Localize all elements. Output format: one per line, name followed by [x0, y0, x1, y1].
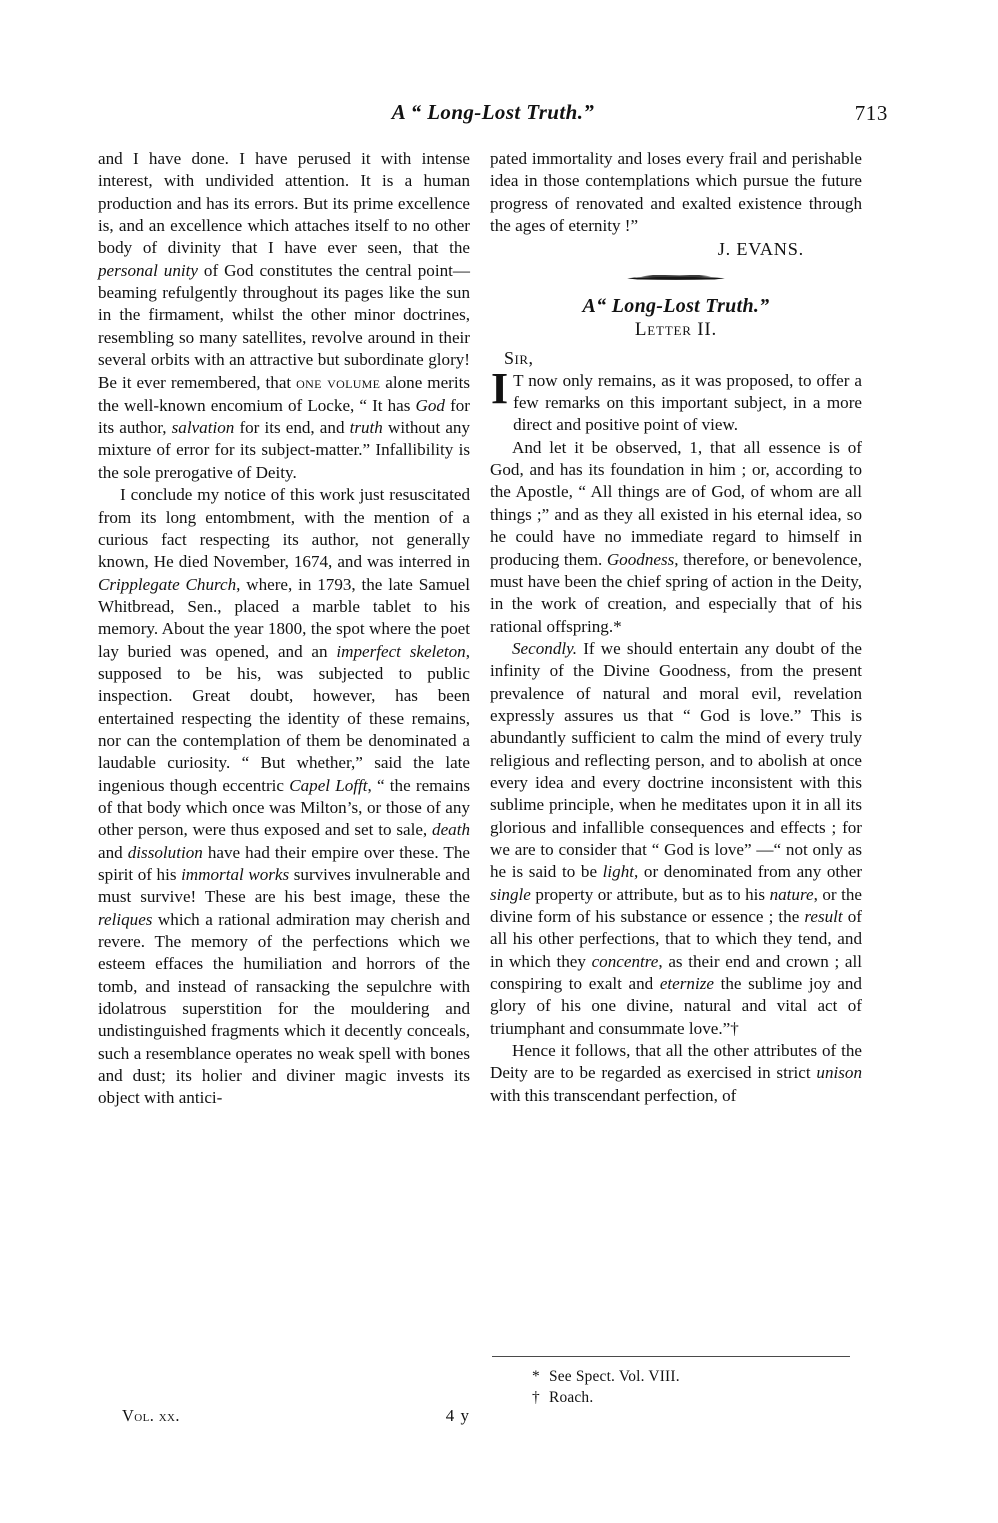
running-head-title: A “ Long-Lost Truth.” — [391, 100, 595, 124]
footnote-list — [490, 1366, 862, 1408]
article-body — [490, 370, 862, 1107]
footnote-text: Roach. — [549, 1389, 594, 1407]
footnote-marker: * — [532, 1368, 540, 1386]
paragraph — [490, 638, 862, 1040]
paragraph — [98, 484, 470, 1110]
footnote-text: See Spect. Vol. VIII. — [549, 1368, 680, 1386]
volume-mark: Vol. xx. — [122, 1406, 180, 1425]
drop-cap: I — [491, 369, 509, 413]
page-number: 713 — [854, 101, 888, 125]
footnote — [490, 1366, 862, 1387]
paragraph-text: and I have done. I have perused it with intense interest, with undivided attention. It is a human production and has its errors. But its prime excellence is, and an excellence which attaches itself to no other body of divinity that I have ever seen, that the personal unity of God constitutes the central point—beaming refulgently throughout its pages like the sun in the firmament, whilst the other minor doctrines, resembling so many satellites, revolve around in their several orbits with an attractive but subordinate glory! Be it ever remembered, that one volume alone merits the well-known encomium of Locke, “ It has God for its author, salvation for its end, and truth without any mixture of error for its subject-matter.” Infallibility is the sole prerogative of Deity. — [98, 149, 471, 482]
footnote-block — [490, 1356, 862, 1408]
article-title: A“ Long-Lost Truth.” — [582, 294, 770, 317]
salutation: Sir, — [504, 348, 534, 369]
footnote-rule — [492, 1356, 850, 1357]
paragraph-text: Hence it follows, that all the other attributes of the Deity are to be regarded as exercised in strict unison with this transcendant perfection, of — [490, 1041, 862, 1105]
running-head — [98, 100, 888, 134]
article-subtitle: Letter II. — [634, 319, 718, 341]
paragraph — [98, 148, 470, 484]
left-column-body — [98, 148, 470, 1110]
footnote-marker: † — [532, 1389, 540, 1407]
paragraph-text: I conclude my notice of this work just resuscitated from its long entombment, with the mention of a curious fact respecting its author, not generally known, He died November, 1674, and was interred in Cripplegate Church, where, in 1793, the late Samuel Whitbread, Sen., placed a marble tablet to his memory. About the year 1800, the spot where the poet lay buried was opened, and an imperfect skeleton, supposed to be his, was subjected to public inspection. Great doubt, however, has been entertained respecting the identity of these remains, nor can the contemplation of them be denominated a laudable curiosity. “ But whether,” said the late ingenious though eccentric Capel Lofft, “ the remains of that body which once was Milton’s, or those of any other person, were thus exposed and set to sale, death and dissolution have had their empire over these. The spirit of his immortal works survives invulnerable and must survive! These are his best image, these the reliques which a rational admiration may cherish and revere. The memory of the perfections which we esteem effaces the humiliation and horrors of the tomb, and instead of ransacking the sepulchre with idolatrous superstition for the mouldering and undistinguished fragments which it decently conceals, such a resemblance operates no weak spell with bones and dust; its holier and diviner magic invests its object with antici- — [98, 485, 470, 1108]
left-text-column — [98, 148, 470, 1110]
continued-paragraph: pated immortality and loses every frail and perishable idea in those contemplations which pursue the future progress of renovated and exalted existence through the ages of eternity !” — [490, 149, 862, 236]
paragraph — [490, 437, 862, 638]
paragraph — [490, 370, 862, 437]
footnote — [490, 1387, 862, 1408]
paragraph-text: Secondly. If we should entertain any doubt of the infinity of the Divine Goodness, from the present prevalence of natural and moral evil, revelation expressly assures us that “ God is love.” This is abundantly sufficient to calm the mind of every truly religious and reflecting person, and to abolish at once every idea and every doctrine inconsistent with this sublime principle, when he meditates upon it in all its glorious and infallible consequences and effects ; for we are to consider that “ God is love” —“ not only as he is said to be light, or denominated from any other single property or attribute, but as to his nature, or the divine form of his substance or essence ; the result of all his other perfections, that to which they tend, and in which they concentre, as their end and crown ; all conspiring to exalt and eternize the sublime joy and glory of his one divine, natural and vital act of triumphant and consummate love.”† — [490, 638, 863, 1038]
author-signature: J. EVANS. — [717, 239, 804, 260]
lens-ornament-icon — [627, 275, 725, 282]
paragraph-text: T now only remains, as it was proposed, to offer a few remarks on this important subject, in a more direct and positive point of view. — [513, 370, 862, 435]
paragraph — [490, 1040, 862, 1107]
signature-mark: 4 y — [445, 1406, 470, 1425]
paragraph-text: And let it be observed, 1, that all essence is of God, and has its foundation in him ; or, according to the Apostle, “ All things are of God, of whom are all things ;” and as they all existed in his eternal idea, so he could have no immediate regard to himself in producing them. Goodness, therefore, or benevolence, must have been the chief spring of action in the Deity, in the work of creation, and especially that of his rational offspring.* — [490, 437, 863, 636]
right-text-column — [490, 148, 862, 1107]
